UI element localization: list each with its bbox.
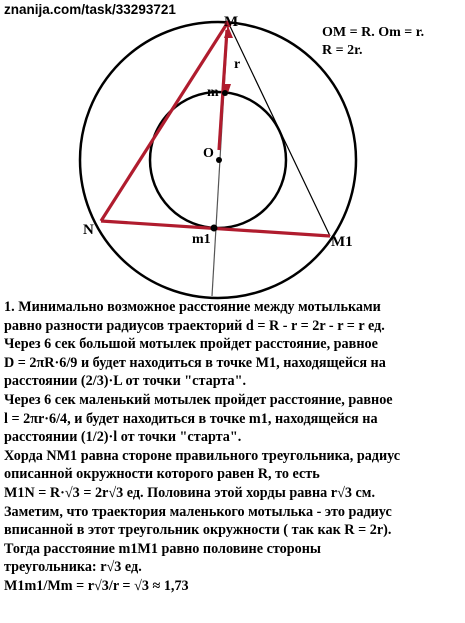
label-N: N <box>83 222 94 238</box>
point-O <box>216 157 222 163</box>
label-M1: M1 <box>331 234 353 250</box>
point-m1 <box>211 225 218 232</box>
solution-line: D = 2πR·6/9 и будет находиться в точке M1, находящейся на <box>4 354 386 371</box>
side-m-n <box>101 22 228 221</box>
label-m: m <box>207 85 219 100</box>
label-O: O <box>203 146 214 161</box>
label-M: M <box>224 14 239 30</box>
chord-m-m1 <box>228 22 330 236</box>
solution-line: вписанной в этот треугольник окружности ( так как R = 2r). <box>4 522 392 539</box>
solution-line: равно разности радиусов траекторий d = R - r = 2r - r = r ед. <box>4 317 385 334</box>
solution-line: Хорда NM1 равна стороне правильного треугольника, радиус <box>4 447 401 464</box>
solution-line: Через 6 сек маленький мотылек пройдет расстояние, равное <box>4 391 393 408</box>
solution-text <box>4 298 462 596</box>
given-line-2: R = 2r. <box>322 43 363 58</box>
solution-line: Тогда расстояние m1M1 равно половине стороны <box>4 540 321 557</box>
solution-line: M1m1/Mm = r√3/r = √3 ≈ 1,73 <box>4 577 189 594</box>
watermark: znanija.com/task/33293721 <box>4 2 176 17</box>
solution-line: описанной окружности которого равен R, то есть <box>4 466 320 483</box>
label-r: r <box>234 57 241 72</box>
solution-line: 1. Минимально возможное расстояние между мотыльками <box>4 299 381 315</box>
solution-line: расстоянии (2/3)·L от точки "старта". <box>4 373 247 390</box>
solution-line: треугольника: r√3 ед. <box>4 559 142 576</box>
solution-line: расстоянии (1/2)·l от точки "старта". <box>4 429 242 446</box>
solution-line: l = 2πr·6/4, и будет находиться в точке m1, находящейся на <box>4 410 378 427</box>
given-conditions <box>322 24 424 60</box>
solution-line: Заметим, что траектория маленького мотылька - это радиус <box>4 503 392 520</box>
point-m <box>222 90 228 96</box>
solution-line: M1N = R·√3 = 2r√3 ед. Половина этой хорды равна r√3 см. <box>4 484 376 501</box>
solution-line: Через 6 сек большой мотылек пройдет расстояние, равное <box>4 336 378 353</box>
label-m1: m1 <box>192 232 211 247</box>
given-line-1: OM = R. Om = r. <box>322 25 425 40</box>
